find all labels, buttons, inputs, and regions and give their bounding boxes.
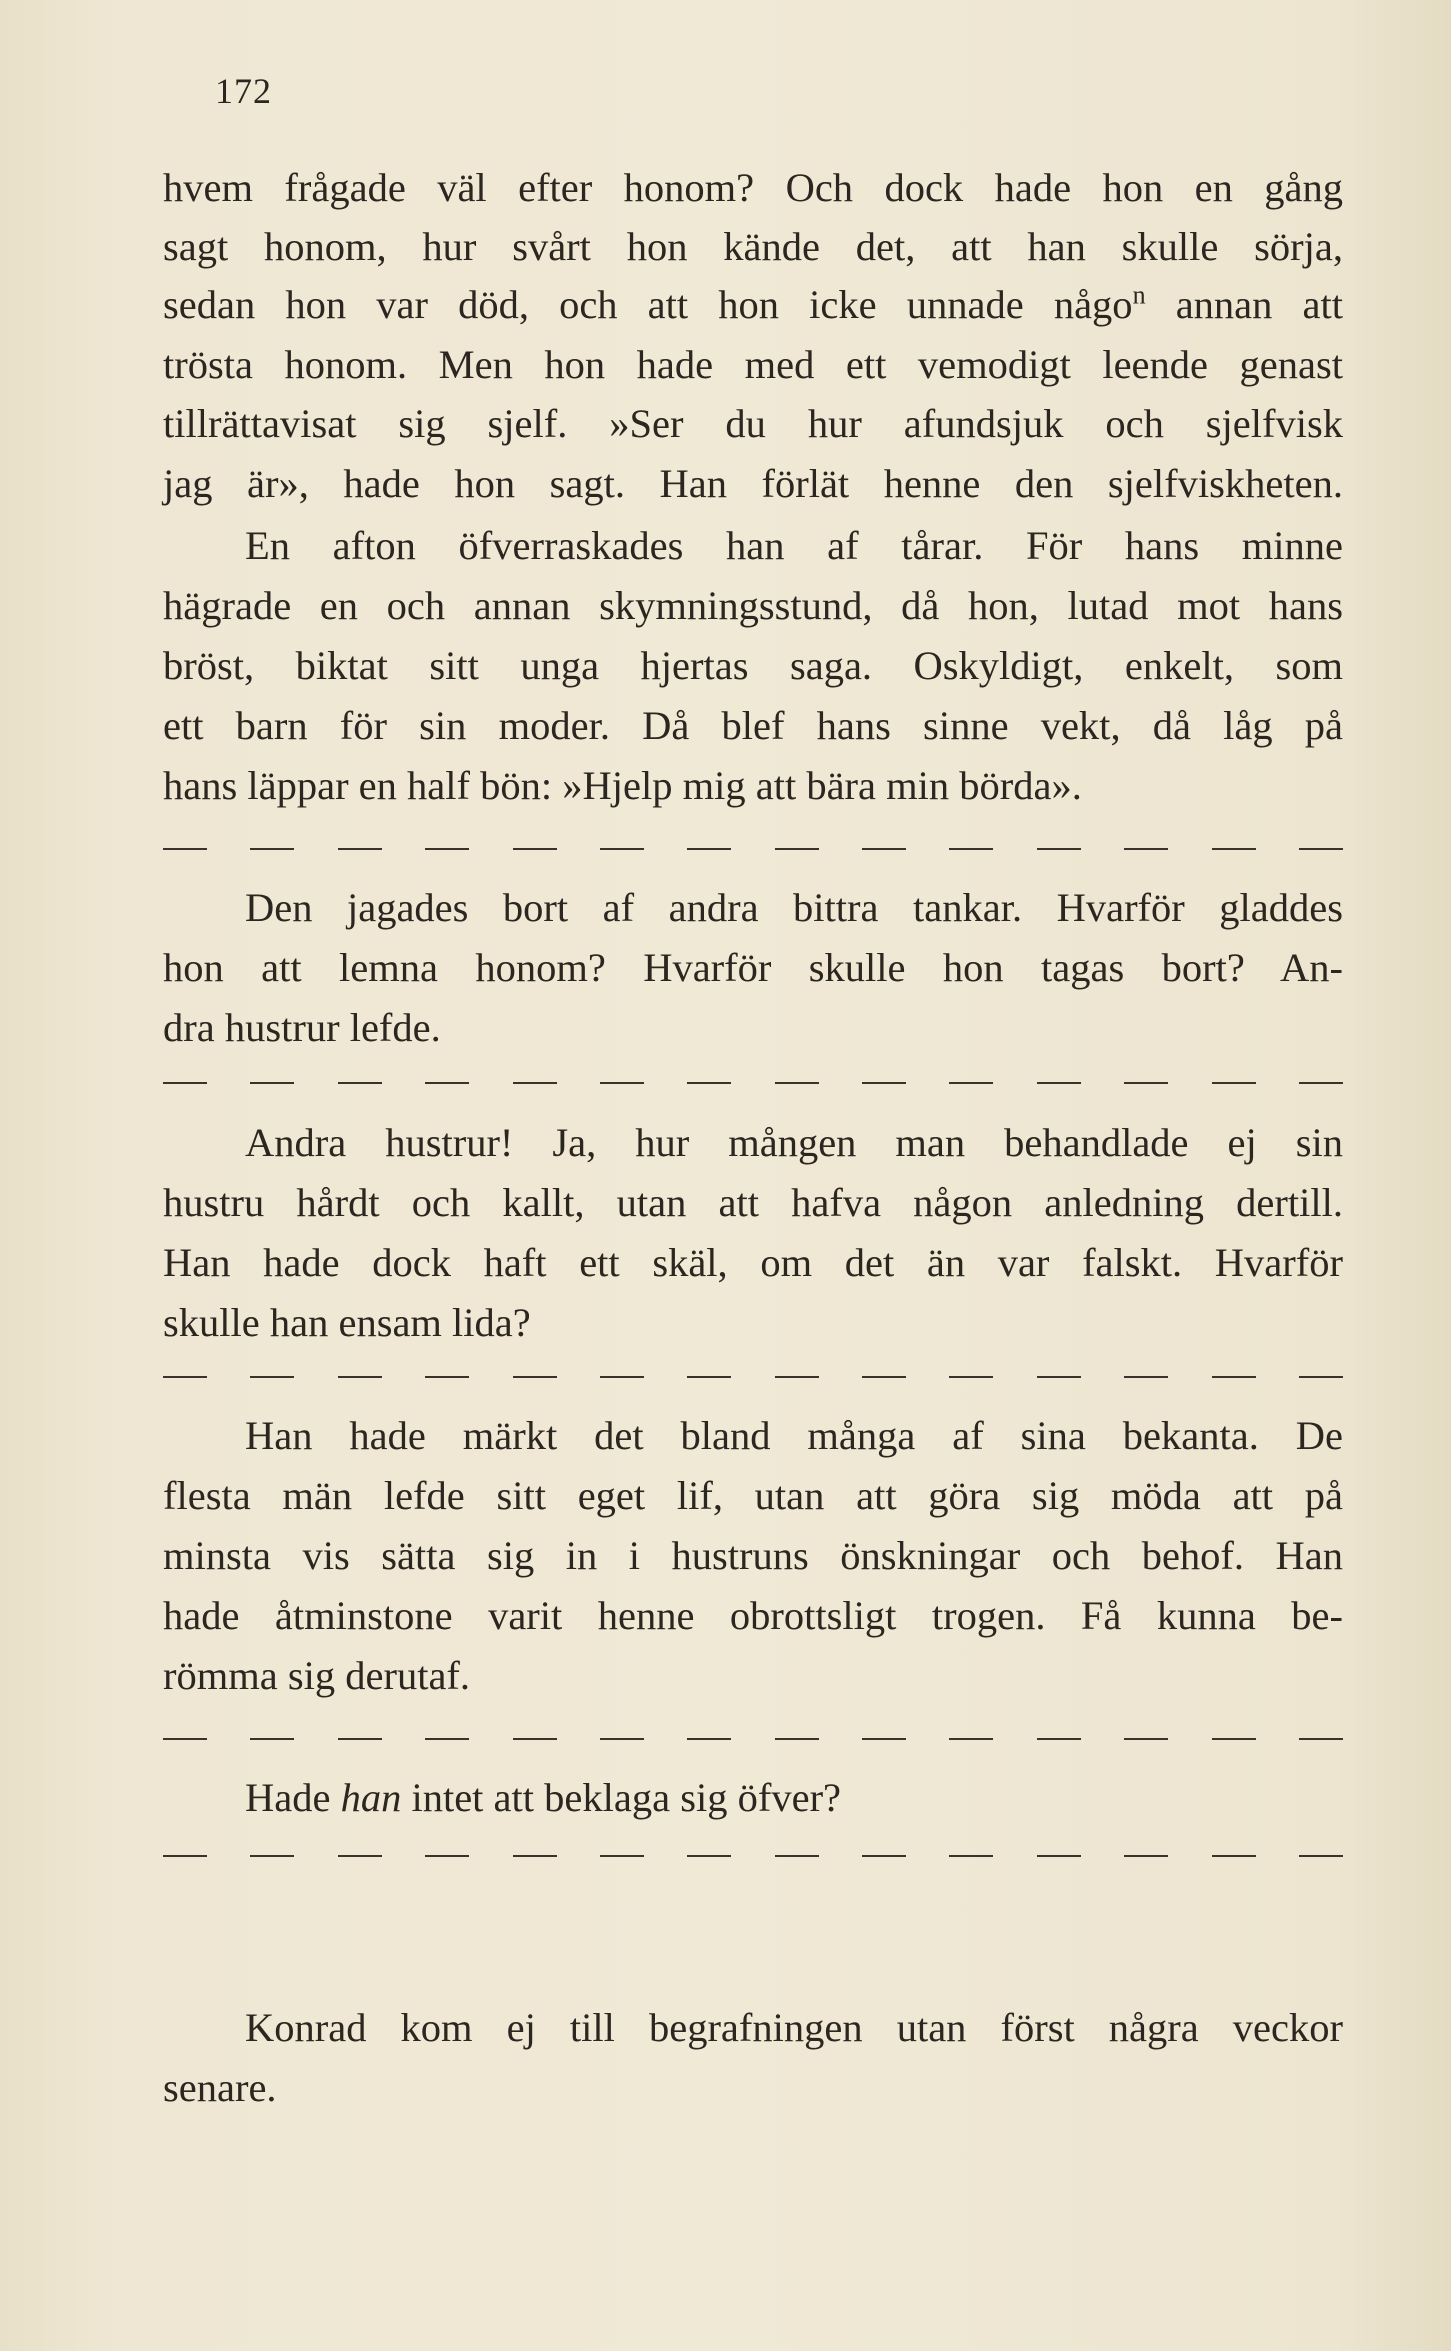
text-line xyxy=(163,277,1343,333)
text-line: hägrade en och annan skymningsstund, då hon, lutad mot hans xyxy=(163,583,1343,628)
section-divider xyxy=(163,1738,1343,1742)
text-line: hustru hårdt och kallt, utan att hafva någon anledning dertill. xyxy=(163,1180,1343,1225)
text-line: Han hade märkt det bland många af sina bekanta. De xyxy=(245,1413,1343,1458)
text-line: Han hade dock haft ett skäl, om det än var falskt. Hvarför xyxy=(163,1240,1343,1285)
text-line: ett barn för sin moder. Då blef hans sinne vekt, då låg på xyxy=(163,703,1343,748)
text-line: flesta män lefde sitt eget lif, utan att göra sig möda att på xyxy=(163,1473,1343,1518)
text-line: Konrad kom ej till begrafningen utan först några veckor xyxy=(245,2005,1343,2050)
text-line: römma sig derutaf. xyxy=(163,1653,471,1698)
text-segment: sedan hon var död, och att hon icke unnade någo xyxy=(163,282,1133,327)
text-segment: intet att beklaga sig öfver? xyxy=(401,1775,842,1820)
emphasis: han xyxy=(340,1775,402,1820)
section-divider xyxy=(163,1376,1343,1380)
text-line: En afton öfverraskades han af tårar. För hans minne xyxy=(245,523,1343,568)
section-divider xyxy=(163,1082,1343,1086)
text-line: minsta vis sätta sig in i hustruns önskningar och behof. Han xyxy=(163,1533,1343,1578)
text-line: trösta honom. Men hon hade med ett vemodigt leende genast xyxy=(163,342,1343,387)
text-line: senare. xyxy=(163,2065,277,2110)
text-line: hvem frågade väl efter honom? Och dock hade hon en gång xyxy=(163,165,1343,210)
text-line: tillrättavisat sig sjelf. »Ser du hur afundsjuk och sjelfvisk xyxy=(163,401,1343,446)
text-line: jag är», hade hon sagt. Han förlät henne den sjelfviskheten. xyxy=(163,461,1343,506)
text-line: sagt honom, hur svårt hon kände det, att han skulle sörja, xyxy=(163,224,1343,269)
section-divider xyxy=(163,848,1343,852)
text-line: bröst, biktat sitt unga hjertas saga. Oskyldigt, enkelt, som xyxy=(163,643,1343,688)
text-line: hade åtminstone varit henne obrottsligt trogen. Få kunna be- xyxy=(163,1593,1343,1638)
text-line: skulle han ensam lida? xyxy=(163,1300,531,1345)
text-segment: annan att xyxy=(1145,282,1344,327)
section-divider xyxy=(163,1855,1343,1859)
text-segment: Hade xyxy=(245,1775,341,1820)
text-line: Andra hustrur! Ja, hur mången man behandlade ej sin xyxy=(245,1120,1343,1165)
text-line xyxy=(245,1770,1343,1826)
text-line: hans läppar en half bön: »Hjelp mig att bära min börda». xyxy=(163,763,1082,808)
text-line: Den jagades bort af andra bittra tankar. Hvarför gladdes xyxy=(245,885,1343,930)
text-line: hon att lemna honom? Hvarför skulle hon tagas bort? An- xyxy=(163,945,1343,990)
superscript: n xyxy=(1132,280,1146,310)
text-line: dra hustrur lefde. xyxy=(163,1005,441,1050)
page-number: 172 xyxy=(215,71,272,111)
